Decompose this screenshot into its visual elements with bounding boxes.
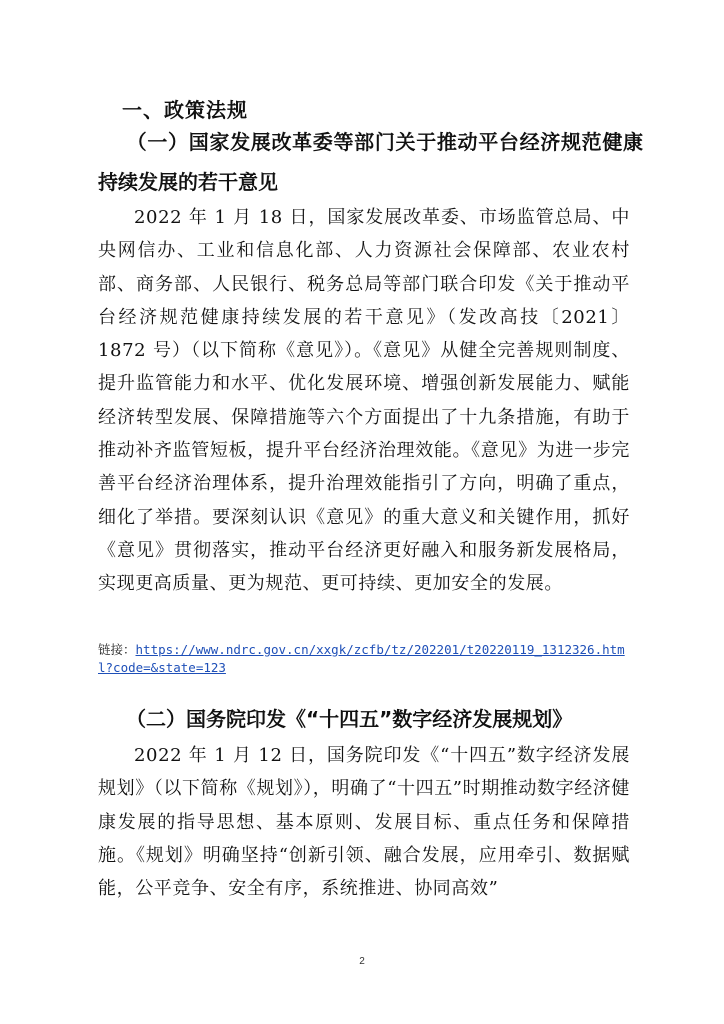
item-2-heading-text: （二）国务院印发《“十四五”数字经济发展规划》 [126, 707, 573, 731]
item-2-body: 2022 年 1 月 12 日，国务院印发《“十四五”数字经济发展规划》（以下简称《规划》），明确了“十四五”时期推动数字经济健康发展的指导思想、基本原则、发展目标、重点任务和保障措施。《规划》明确坚持“创新引领、融合发展，应用牵引、数据赋能，公平竞争、安全有序，系统推进、协同高效” [98, 745, 631, 900]
link-label: 链接： [98, 642, 136, 657]
item-2-heading [98, 699, 643, 739]
item-1-heading [98, 122, 643, 202]
page-number: 2 [359, 956, 365, 967]
item-1-heading-text: （一）国家发展改革委等部门关于推动平台经济规范健康持续发展的若干意见 [98, 130, 643, 194]
policy-link[interactable]: https://www.ndrc.gov.cn/xxgk/zcfb/tz/202201/t20220119_1312326.html?code=&state=123 [98, 642, 625, 675]
item-1-body: 2022 年 1 月 18 日，国家发展改革委、市场监管总局、中央网信办、工业和信息化部、人力资源社会保障部、农业农村部、商务部、人民银行、税务总局等部门联合印发《关于推动平台经济规范健康持续发展的若干意见》（发改高技〔2021〕1872 号）（以下简称《意见》）。《意见》从健全完善规则制度、提升监管能力和水平、优化发展环境、增强创新发展能力、赋能经济转型发展、保障措施等六个方面提出了十九条措施，有助于推动补齐监管短板，提升平台经济治理效能。《意见》为进一步完善平台经济治理体系，提升治理效能指引了方向，明确了重点，细化了举措。要深刻认识《意见》的重大意义和关键作用，抓好《意见》贯彻落实，推动平台经济更好融入和服务新发展格局，实现更高质量、更为规范、更可持续、更加安全的发展。 [98, 207, 630, 595]
item-1-link-block [98, 641, 633, 677]
section-title: 一、政策法规 [122, 98, 248, 122]
